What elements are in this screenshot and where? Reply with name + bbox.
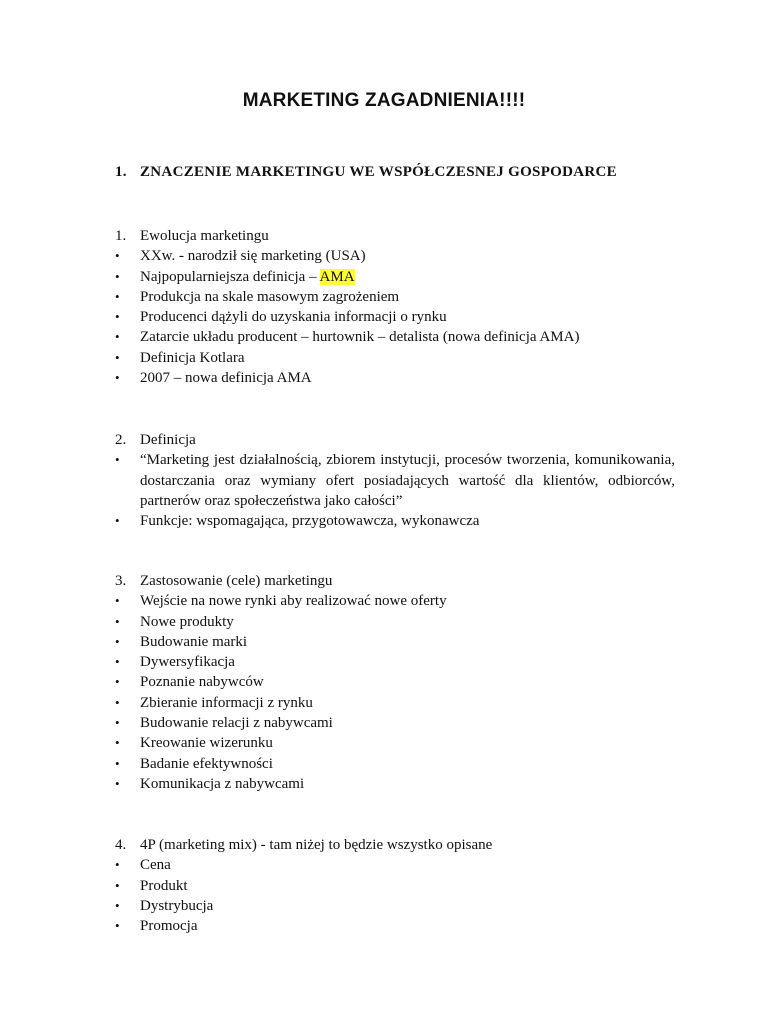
list-item-text: Nowe produkty xyxy=(140,613,234,630)
section-title-row xyxy=(115,835,675,855)
bullet-icon: • xyxy=(115,268,120,284)
section-title: Definicja xyxy=(140,432,196,448)
list-item-text-lead: Najpopularniejsza definicja – xyxy=(140,268,320,285)
list-item xyxy=(115,774,675,794)
list-item xyxy=(115,733,675,753)
list-item xyxy=(115,855,675,875)
list-item-text: Budowanie marki xyxy=(140,633,248,650)
list-item-text: Budowanie relacji z nabywcami xyxy=(140,715,333,732)
bullet-icon: • xyxy=(115,633,120,649)
document-title: MARKETING ZAGADNIENIA!!!! xyxy=(242,90,526,111)
section-number: 4. xyxy=(115,837,127,853)
section-title-row xyxy=(115,571,675,591)
bullet-icon: • xyxy=(115,370,120,386)
chapter-heading-text: ZNACZENIE MARKETINGU WE WSPÓŁCZESNEJ GOSPODARCE xyxy=(140,164,617,180)
list-item xyxy=(115,612,675,632)
bullet-icon: • xyxy=(115,775,120,791)
bullet-icon: • xyxy=(115,694,120,710)
bullet-icon: • xyxy=(115,897,120,913)
list-item xyxy=(115,713,675,733)
bullet-icon: • xyxy=(115,248,120,264)
list-item-text: Dystrybucja xyxy=(140,897,214,914)
list-item-text: Kreowanie wizerunku xyxy=(140,735,273,752)
section-number: 3. xyxy=(115,573,127,589)
list-item-text: Badanie efektywności xyxy=(140,755,273,772)
list-item-text: Promocja xyxy=(140,918,198,935)
list-item-text: Producenci dążyli do uzyskania informacji o rynku xyxy=(140,309,447,326)
list-item xyxy=(115,307,675,327)
list-item xyxy=(115,754,675,774)
bullet-icon: • xyxy=(115,452,120,468)
bullet-icon: • xyxy=(115,735,120,751)
list-item-text: “Marketing jest działalnością, zbiorem instytucji, procesów tworzenia, komunikowania, dostarczania oraz wymiany ofert posiadających wartość dla klientów, odbiorców, partnerów oraz społeczeństwa jako całości” xyxy=(140,452,675,509)
list-item xyxy=(115,287,675,307)
list-item xyxy=(115,511,675,531)
list-item xyxy=(115,246,675,266)
list-item xyxy=(115,348,675,368)
bullet-icon: • xyxy=(115,613,120,629)
bullet-icon: • xyxy=(115,349,120,365)
bullet-icon: • xyxy=(115,309,120,325)
section-goals xyxy=(115,571,675,794)
list-item xyxy=(115,450,675,511)
list-item-text: Definicja Kotlara xyxy=(140,349,245,366)
section-title: 4P (marketing mix) - tam niżej to będzie wszystko opisane xyxy=(140,837,493,853)
chapter-heading xyxy=(115,164,617,181)
bullet-icon: • xyxy=(115,593,120,609)
section-title: Zastosowanie (cele) marketingu xyxy=(140,573,333,589)
bullet-icon: • xyxy=(115,715,120,731)
list-item-text: Funkcje: wspomagająca, przygotowawcza, wykonawcza xyxy=(140,513,480,530)
list-item xyxy=(115,652,675,672)
section-title-row xyxy=(115,430,675,450)
list-item-text: Zbieranie informacji z rynku xyxy=(140,694,313,711)
list-item-text: Wejście na nowe rynki aby realizować nowe oferty xyxy=(140,593,447,610)
list-item xyxy=(115,267,675,287)
list-item-text: XXw. - narodził się marketing (USA) xyxy=(140,248,366,265)
bullet-icon: • xyxy=(115,877,120,893)
section-evolution xyxy=(115,226,675,388)
list-item-text: Zatarcie układu producent – hurtownik – detalista (nowa definicja AMA) xyxy=(140,329,580,346)
bullet-icon: • xyxy=(115,513,120,529)
list-item xyxy=(115,896,675,916)
list-item xyxy=(115,876,675,896)
highlighted-term: AMA xyxy=(319,268,355,285)
section-title-row xyxy=(115,226,675,246)
list-item-text: Produkt xyxy=(140,877,188,894)
section-number: 1. xyxy=(115,228,127,244)
section-definition xyxy=(115,430,675,531)
bullet-icon: • xyxy=(115,654,120,670)
list-item xyxy=(115,368,675,388)
list-item-text: Produkcja na skale masowym zagrożeniem xyxy=(140,288,400,305)
list-item-text: Poznanie nabywców xyxy=(140,674,264,691)
list-item xyxy=(115,632,675,652)
list-item xyxy=(115,327,675,347)
list-item-text: Dywersyfikacja xyxy=(140,654,235,671)
section-title: Ewolucja marketingu xyxy=(140,228,269,244)
bullet-icon: • xyxy=(115,755,120,771)
list-item-text xyxy=(140,267,675,287)
list-item xyxy=(115,693,675,713)
list-item xyxy=(115,916,675,936)
list-item-text: 2007 – nowa definicja AMA xyxy=(140,370,312,387)
bullet-icon: • xyxy=(115,329,120,345)
bullet-icon: • xyxy=(115,918,120,934)
list-item-text: Komunikacja z nabywcami xyxy=(140,775,305,792)
section-number: 2. xyxy=(115,432,127,448)
chapter-number: 1. xyxy=(115,164,127,180)
bullet-icon: • xyxy=(115,288,120,304)
bullet-icon: • xyxy=(115,857,120,873)
bullet-icon: • xyxy=(115,674,120,690)
list-item xyxy=(115,591,675,611)
list-item xyxy=(115,672,675,692)
section-marketing-mix xyxy=(115,835,675,936)
list-item-text: Cena xyxy=(140,857,171,874)
